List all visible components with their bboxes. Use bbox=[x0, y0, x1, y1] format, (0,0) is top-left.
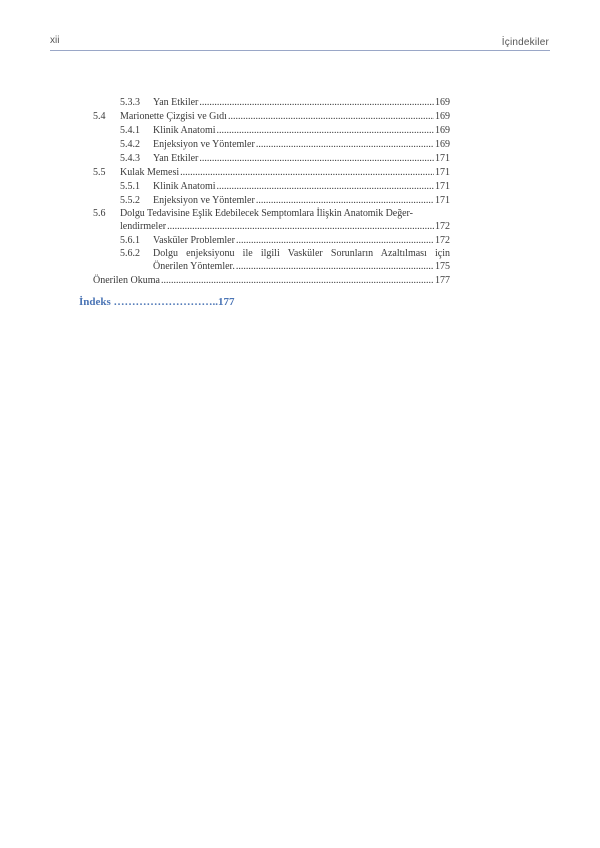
toc-entry-page: 175 bbox=[435, 261, 450, 272]
toc-entry-page: 172 bbox=[435, 235, 450, 246]
toc-leader-dots bbox=[228, 111, 434, 123]
toc-entry-page: 169 bbox=[435, 97, 450, 108]
toc-entry-line bbox=[120, 221, 450, 234]
toc-leader-dots bbox=[217, 125, 435, 137]
toc-entry[interactable] bbox=[120, 139, 450, 152]
toc-entry-number: 5.5 bbox=[93, 167, 106, 178]
toc-entry-page: 169 bbox=[435, 125, 450, 136]
page-number: xii bbox=[50, 35, 60, 46]
toc-entry[interactable] bbox=[93, 167, 450, 180]
toc-entry-title: Dolgu enjeksiyonu ile ilgili Vasküler Sorunların Azaltılması için bbox=[153, 248, 450, 259]
toc-entry-title: Vasküler Problemler bbox=[153, 235, 235, 246]
toc-entry-page: 169 bbox=[435, 111, 450, 122]
toc-entry-page: 171 bbox=[435, 181, 450, 192]
running-head-title: İçindekiler bbox=[501, 37, 549, 48]
toc-entry-number: 5.5.2 bbox=[120, 195, 140, 206]
toc-leader-dots bbox=[161, 275, 434, 287]
toc-entry-number: 5.6 bbox=[93, 208, 106, 219]
toc-leader-dots bbox=[256, 195, 434, 207]
toc-entry-line bbox=[153, 261, 450, 274]
toc-entry-line bbox=[93, 208, 450, 220]
toc-entry-number: 5.4.3 bbox=[120, 153, 140, 164]
toc-entry-line bbox=[120, 248, 450, 260]
toc-entry-page: 172 bbox=[435, 221, 450, 232]
toc-entry-title: Yan Etkiler bbox=[153, 153, 199, 164]
toc-entry-title: Kulak Memesi bbox=[120, 167, 180, 178]
toc-entry[interactable] bbox=[120, 195, 450, 208]
toc-entry-number: 5.4 bbox=[93, 111, 106, 122]
toc-entry-title-continued: Önerilen Yöntemler. bbox=[153, 261, 235, 272]
toc-entry-title: Klinik Anatomi bbox=[153, 125, 216, 136]
toc-entry-page: 177 bbox=[435, 275, 450, 286]
toc-entry-number: 5.5.1 bbox=[120, 181, 140, 192]
toc-leader-dots bbox=[236, 261, 434, 273]
toc-entry-title: Dolgu Tedavisine Eşlik Edebilecek Semptomlara İlişkin Anatomik Değer- bbox=[120, 208, 413, 219]
toc-entry[interactable] bbox=[120, 181, 450, 194]
toc-leader-dots bbox=[180, 167, 434, 179]
toc-entry-page: 169 bbox=[435, 139, 450, 150]
toc-entry[interactable] bbox=[120, 153, 450, 166]
toc-entry[interactable] bbox=[93, 111, 450, 124]
toc-entry-page: 171 bbox=[435, 195, 450, 206]
toc-leader-dots bbox=[199, 97, 434, 109]
index-link[interactable]: İndeks ………………………..177 bbox=[79, 296, 235, 308]
toc-entry-title: Enjeksiyon ve Yöntemler bbox=[153, 139, 255, 150]
toc-entry-number: 5.6.2 bbox=[120, 248, 140, 259]
toc-leader-dots bbox=[217, 181, 435, 193]
toc-entry[interactable] bbox=[93, 275, 450, 288]
toc-entry[interactable] bbox=[120, 125, 450, 138]
toc-leader-dots bbox=[236, 235, 434, 247]
toc-leader-dots bbox=[199, 153, 434, 165]
toc-leader-dots bbox=[167, 221, 434, 233]
toc-entry-number: 5.4.2 bbox=[120, 139, 140, 150]
toc-entry-number: 5.6.1 bbox=[120, 235, 140, 246]
toc-entry-title: Önerilen Okuma bbox=[93, 275, 160, 286]
toc-entry-number: 5.4.1 bbox=[120, 125, 140, 136]
toc-leader-dots bbox=[256, 139, 434, 151]
toc-entry[interactable] bbox=[120, 97, 450, 110]
toc-entry-page: 171 bbox=[435, 153, 450, 164]
toc-entry-number: 5.3.3 bbox=[120, 97, 140, 108]
toc-entry-page: 171 bbox=[435, 167, 450, 178]
toc-entry-title: Klinik Anatomi bbox=[153, 181, 216, 192]
toc-entry-title: Enjeksiyon ve Yöntemler bbox=[153, 195, 255, 206]
toc-entry-title: Yan Etkiler bbox=[153, 97, 199, 108]
toc-entry-title-continued: lendirmeler bbox=[120, 221, 167, 232]
toc-entry-title: Marionette Çizgisi ve Gıdı bbox=[120, 111, 227, 122]
toc-entry[interactable] bbox=[120, 235, 450, 248]
